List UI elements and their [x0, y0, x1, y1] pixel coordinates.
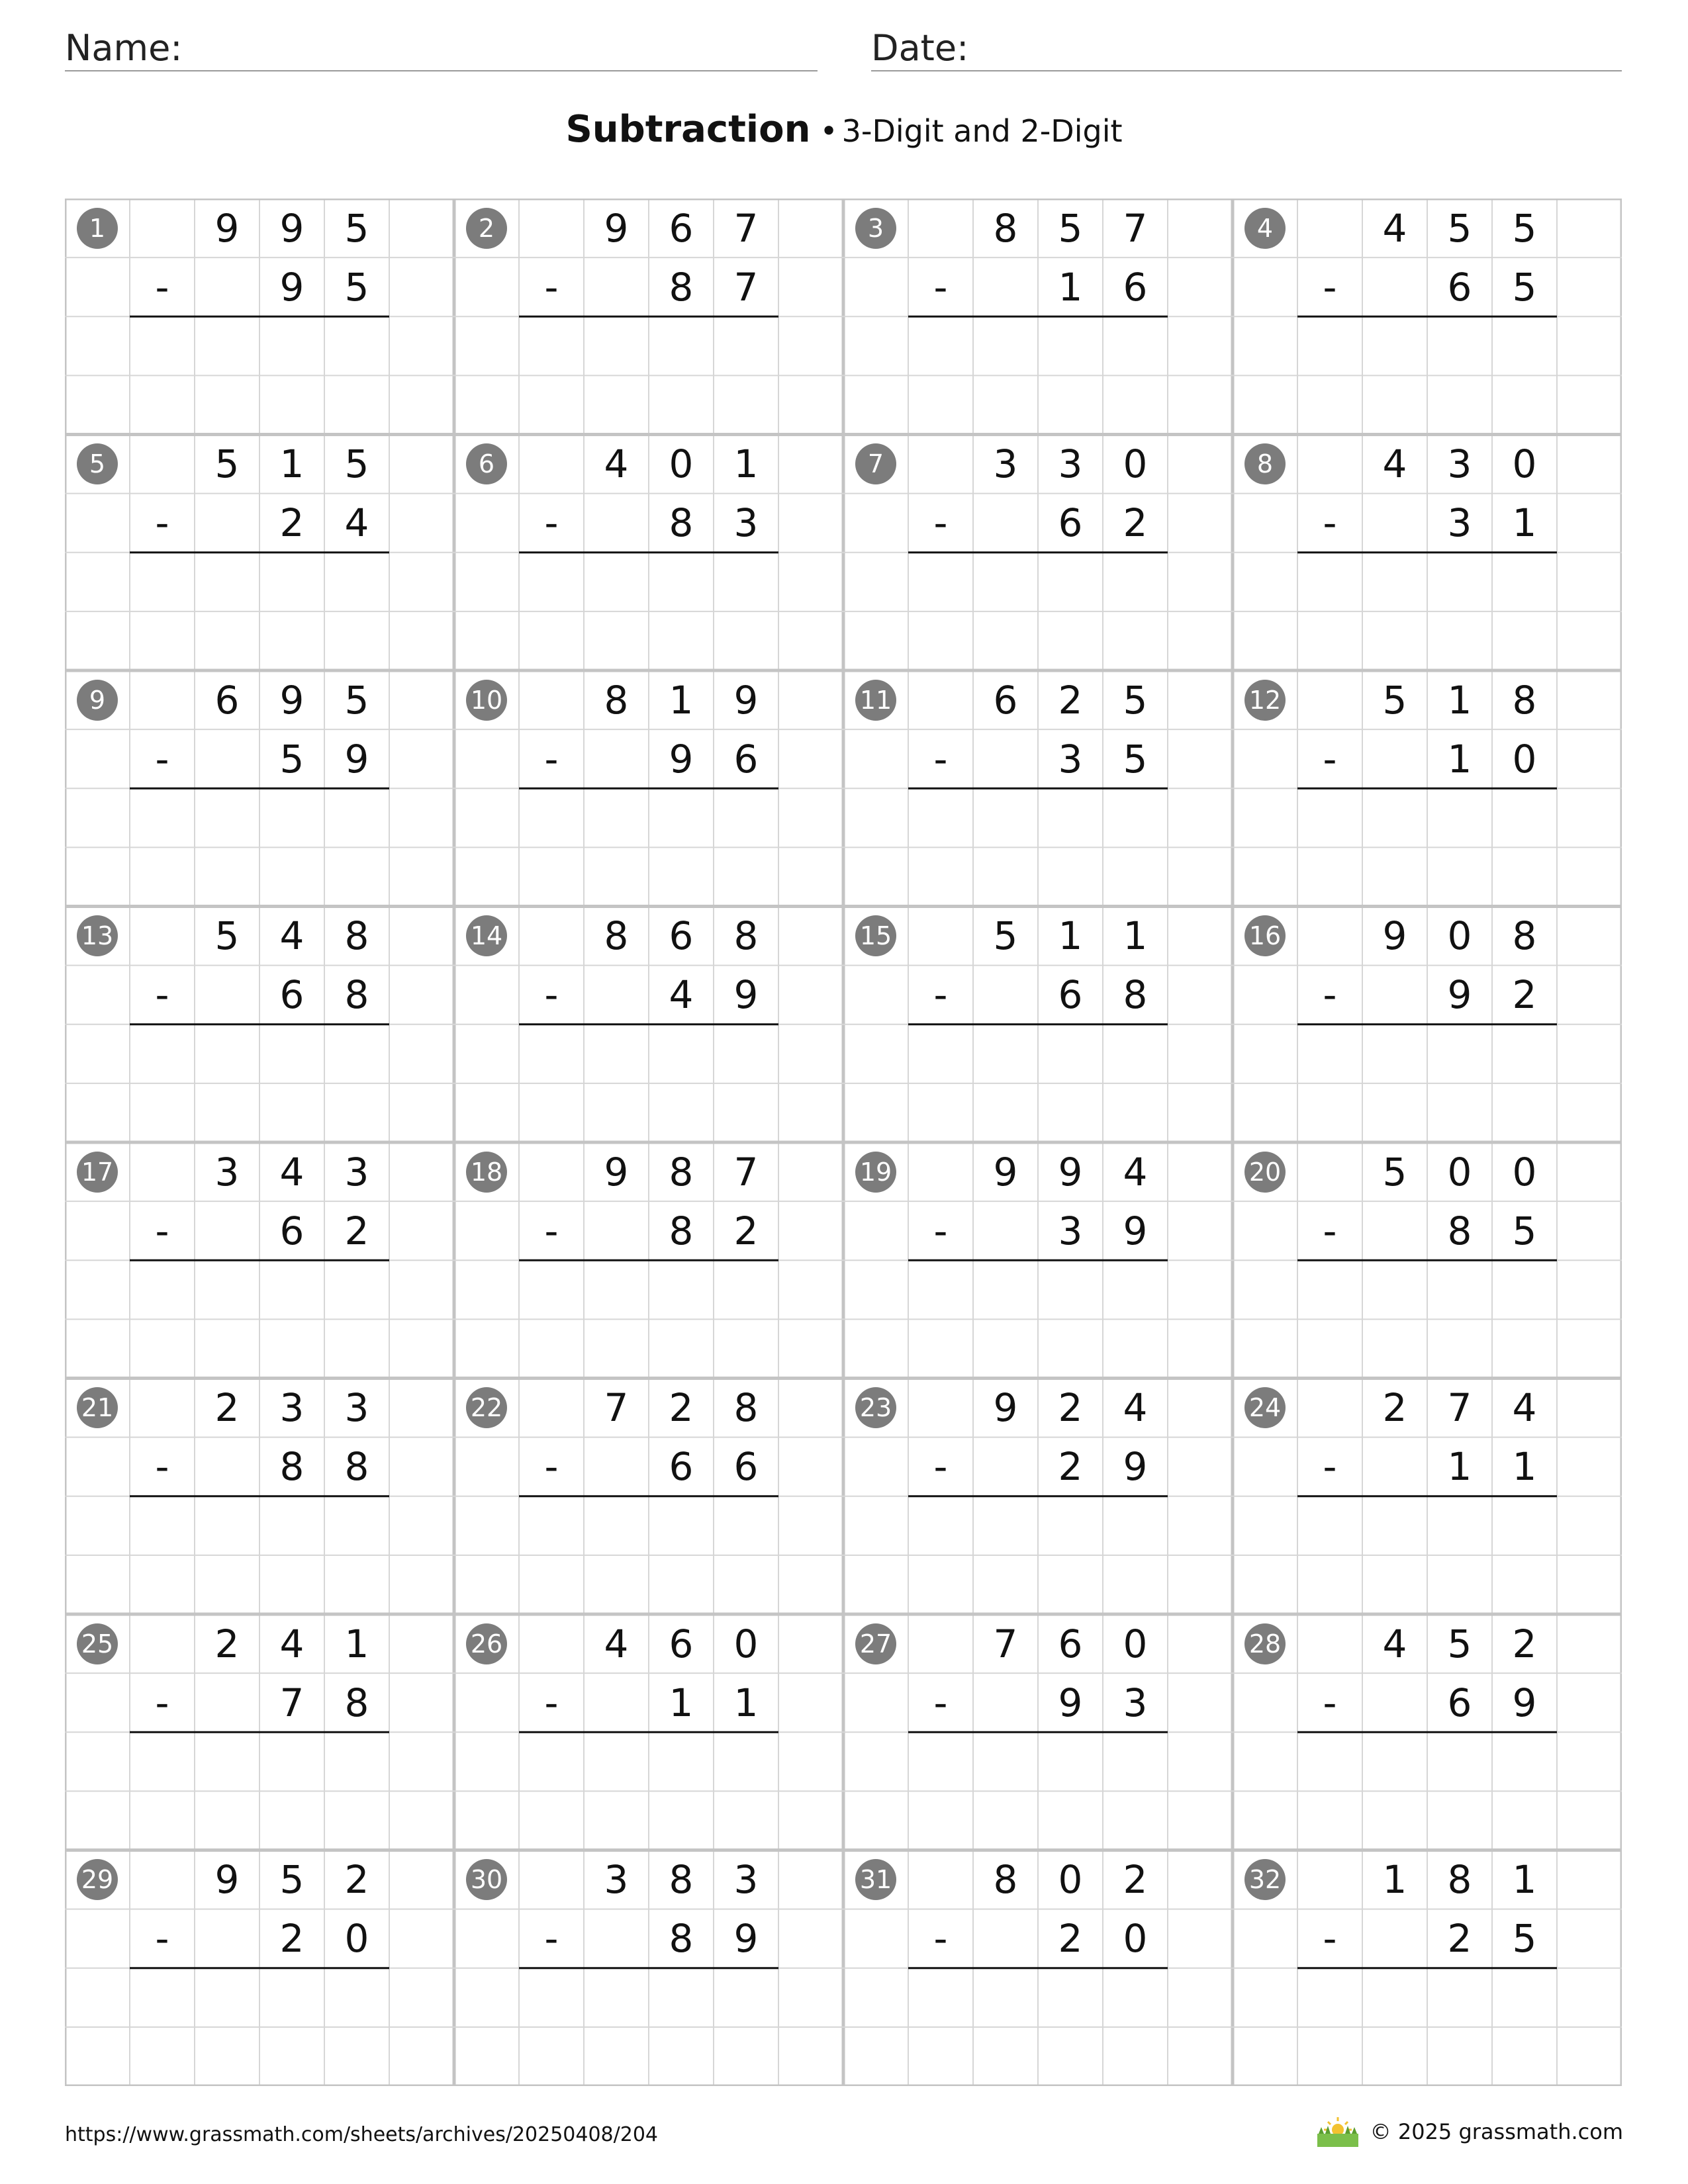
subtrahend-digit: 6	[279, 972, 305, 1018]
problem-number-badge: 16	[1244, 915, 1286, 956]
minuend-digit: 1	[1123, 913, 1148, 959]
minuend-digit: 9	[604, 1149, 629, 1195]
subtrahend-digit: 0	[1123, 1916, 1148, 1962]
problem-number-badge: 1	[77, 208, 118, 249]
subtrahend-digit: 2	[733, 1208, 759, 1253]
subtrahend-digit: 6	[1447, 264, 1472, 310]
minus-sign: -	[1323, 1680, 1337, 1725]
subtrahend-digit: 2	[1447, 1916, 1472, 1962]
minuend-digit: 0	[1123, 1621, 1148, 1666]
subtrahend-digit: 5	[344, 264, 369, 310]
subtrahend-digit: 6	[733, 1444, 759, 1490]
minus-sign: -	[544, 1916, 559, 1962]
minuend-digit: 3	[604, 1857, 629, 1903]
minus-sign: -	[933, 1680, 948, 1725]
subtrahend-digit: 3	[733, 500, 759, 546]
minuend-digit: 6	[993, 677, 1018, 723]
problem-number-badge: 4	[1244, 208, 1286, 249]
minuend-digit: 8	[669, 1857, 694, 1903]
minuend-digit: 5	[1447, 205, 1472, 251]
minuend-digit: 6	[1058, 1621, 1083, 1666]
minuend-digit: 8	[733, 1385, 759, 1431]
minuend-digit: 3	[279, 1385, 305, 1431]
subtrahend-digit: 8	[1123, 972, 1148, 1018]
minuend-digit: 9	[214, 1857, 240, 1903]
problem-number-badge: 3	[855, 208, 896, 249]
minuend-digit: 7	[733, 205, 759, 251]
minuend-digit: 3	[733, 1857, 759, 1903]
minuend-digit: 4	[279, 1149, 305, 1195]
subtrahend-digit: 6	[733, 736, 759, 782]
problem-number-badge: 29	[77, 1859, 118, 1900]
minuend-digit: 9	[733, 677, 759, 723]
subtrahend-digit: 2	[1058, 1444, 1083, 1490]
subtrahend-digit: 3	[1058, 1208, 1083, 1253]
minuend-digit: 4	[1382, 205, 1407, 251]
minuend-digit: 5	[279, 1857, 305, 1903]
subtrahend-digit: 9	[279, 264, 305, 310]
minus-sign: -	[155, 1208, 169, 1253]
problem-number-badge: 17	[77, 1152, 118, 1193]
minuend-digit: 4	[604, 441, 629, 487]
minus-sign: -	[933, 736, 948, 782]
problem-number-badge: 26	[466, 1623, 507, 1664]
minuend-digit: 8	[993, 205, 1018, 251]
minuend-digit: 4	[1382, 1621, 1407, 1666]
minuend-digit: 4	[604, 1621, 629, 1666]
minuend-digit: 3	[344, 1385, 369, 1431]
minuend-digit: 5	[344, 205, 369, 251]
subtrahend-digit: 8	[344, 1444, 369, 1490]
problem-grid	[65, 199, 1622, 2086]
minus-sign: -	[155, 500, 169, 546]
subtrahend-digit: 2	[1512, 972, 1537, 1018]
problem-number-badge: 23	[855, 1387, 896, 1428]
subtrahend-digit: 2	[1058, 1916, 1083, 1962]
minuend-digit: 7	[1123, 205, 1148, 251]
minuend-digit: 8	[1512, 913, 1537, 959]
subtrahend-digit: 7	[733, 264, 759, 310]
minuend-digit: 0	[1512, 1149, 1537, 1195]
minuend-digit: 6	[669, 205, 694, 251]
subtrahend-digit: 1	[1512, 1444, 1537, 1490]
minuend-digit: 2	[1058, 677, 1083, 723]
subtrahend-digit: 5	[1512, 1208, 1537, 1253]
minuend-digit: 7	[1447, 1385, 1472, 1431]
minuend-digit: 0	[1447, 913, 1472, 959]
minuend-digit: 2	[1512, 1621, 1537, 1666]
minuend-digit: 1	[1512, 1857, 1537, 1903]
minuend-digit: 4	[1123, 1385, 1148, 1431]
minuend-digit: 9	[1382, 913, 1407, 959]
minuend-digit: 3	[344, 1149, 369, 1195]
date-label: Date:	[871, 27, 969, 69]
minus-sign: -	[155, 972, 169, 1018]
subtrahend-digit: 3	[1058, 736, 1083, 782]
minuend-digit: 8	[1512, 677, 1537, 723]
minuend-digit: 9	[279, 205, 305, 251]
minuend-digit: 9	[1058, 1149, 1083, 1195]
minuend-digit: 7	[733, 1149, 759, 1195]
minuend-digit: 2	[1058, 1385, 1083, 1431]
problem-number-badge: 8	[1244, 443, 1286, 484]
minuend-digit: 1	[669, 677, 694, 723]
minus-sign: -	[933, 972, 948, 1018]
minus-sign: -	[933, 1208, 948, 1253]
subtrahend-digit: 9	[733, 972, 759, 1018]
minus-sign: -	[155, 264, 169, 310]
subtrahend-digit: 6	[1058, 972, 1083, 1018]
problem-number-badge: 11	[855, 680, 896, 721]
subtrahend-digit: 5	[1512, 1916, 1537, 1962]
minuend-digit: 8	[604, 677, 629, 723]
subtrahend-digit: 8	[669, 264, 694, 310]
problem-number-badge: 6	[466, 443, 507, 484]
minuend-digit: 1	[1382, 1857, 1407, 1903]
copyright-text: © 2025 grassmath.com	[1370, 2119, 1623, 2144]
problem-number-badge: 10	[466, 680, 507, 721]
minuend-digit: 9	[993, 1149, 1018, 1195]
minus-sign: -	[1323, 972, 1337, 1018]
subtrahend-digit: 4	[344, 500, 369, 546]
subtrahend-digit: 1	[669, 1680, 694, 1725]
minuend-digit: 3	[993, 441, 1018, 487]
minuend-digit: 8	[604, 913, 629, 959]
subtrahend-digit: 9	[733, 1916, 759, 1962]
minus-sign: -	[1323, 1208, 1337, 1253]
subtrahend-digit: 6	[279, 1208, 305, 1253]
minus-sign: -	[155, 736, 169, 782]
minuend-digit: 5	[1447, 1621, 1472, 1666]
minuend-digit: 4	[1382, 441, 1407, 487]
problem-number-badge: 22	[466, 1387, 507, 1428]
minuend-digit: 9	[604, 205, 629, 251]
name-field[interactable]	[65, 26, 818, 71]
minuend-digit: 8	[733, 913, 759, 959]
problem-number-badge: 9	[77, 680, 118, 721]
problem-number-badge: 27	[855, 1623, 896, 1664]
problem-number-badge: 12	[1244, 680, 1286, 721]
minus-sign: -	[544, 1680, 559, 1725]
minuend-digit: 0	[1058, 1857, 1083, 1903]
subtrahend-digit: 6	[1058, 500, 1083, 546]
problem-number-badge: 21	[77, 1387, 118, 1428]
subtrahend-digit: 6	[669, 1444, 694, 1490]
minuend-digit: 3	[1058, 441, 1083, 487]
subtrahend-digit: 0	[344, 1916, 369, 1962]
minus-sign: -	[1323, 1916, 1337, 1962]
problem-number-badge: 13	[77, 915, 118, 956]
problem-number-badge: 24	[1244, 1387, 1286, 1428]
minus-sign: -	[544, 500, 559, 546]
minuend-digit: 7	[993, 1621, 1018, 1666]
minus-sign: -	[544, 736, 559, 782]
date-field[interactable]	[871, 26, 1622, 71]
minuend-digit: 1	[733, 441, 759, 487]
subtrahend-digit: 9	[1447, 972, 1472, 1018]
minuend-digit: 5	[1382, 1149, 1407, 1195]
subtrahend-digit: 9	[1123, 1208, 1148, 1253]
subtrahend-digit: 2	[279, 500, 305, 546]
minuend-digit: 6	[669, 913, 694, 959]
minus-sign: -	[155, 1916, 169, 1962]
subtrahend-digit: 2	[1123, 500, 1148, 546]
subtrahend-digit: 5	[1123, 736, 1148, 782]
minuend-digit: 2	[1382, 1385, 1407, 1431]
minuend-digit: 5	[1058, 205, 1083, 251]
minuend-digit: 3	[1447, 441, 1472, 487]
minuend-digit: 6	[669, 1621, 694, 1666]
subtrahend-digit: 9	[1123, 1444, 1148, 1490]
minuend-digit: 8	[669, 1149, 694, 1195]
problem-number-badge: 32	[1244, 1859, 1286, 1900]
subtrahend-digit: 1	[733, 1680, 759, 1725]
footer-brand	[1315, 2115, 1623, 2148]
title-main: Subtraction	[565, 108, 811, 151]
minus-sign: -	[933, 1444, 948, 1490]
problem-number-badge: 28	[1244, 1623, 1286, 1664]
minuend-digit: 6	[214, 677, 240, 723]
subtrahend-digit: 1	[1058, 264, 1083, 310]
minus-sign: -	[1323, 500, 1337, 546]
minuend-digit: 5	[993, 913, 1018, 959]
subtrahend-digit: 3	[1123, 1680, 1148, 1725]
problem-number-badge: 7	[855, 443, 896, 484]
minus-sign: -	[933, 500, 948, 546]
minuend-digit: 5	[1382, 677, 1407, 723]
minuend-digit: 4	[1512, 1385, 1537, 1431]
minuend-digit: 8	[1447, 1857, 1472, 1903]
subtrahend-digit: 0	[1512, 736, 1537, 782]
minuend-digit: 7	[604, 1385, 629, 1431]
minuend-digit: 1	[279, 441, 305, 487]
minuend-digit: 2	[669, 1385, 694, 1431]
minuend-digit: 3	[214, 1149, 240, 1195]
subtrahend-digit: 8	[344, 972, 369, 1018]
minuend-digit: 4	[279, 913, 305, 959]
minuend-digit: 0	[1447, 1149, 1472, 1195]
minuend-digit: 5	[344, 441, 369, 487]
minuend-digit: 0	[1123, 441, 1148, 487]
subtrahend-digit: 2	[279, 1916, 305, 1962]
minus-sign: -	[933, 264, 948, 310]
subtrahend-digit: 5	[1512, 264, 1537, 310]
minuend-digit: 9	[279, 677, 305, 723]
subtrahend-digit: 2	[344, 1208, 369, 1253]
minuend-digit: 8	[344, 913, 369, 959]
minus-sign: -	[1323, 1444, 1337, 1490]
subtrahend-digit: 1	[1447, 1444, 1472, 1490]
subtrahend-digit: 9	[1512, 1680, 1537, 1725]
problem-number-badge: 20	[1244, 1152, 1286, 1193]
minuend-digit: 5	[1512, 205, 1537, 251]
minuend-digit: 5	[1123, 677, 1148, 723]
minuend-digit: 1	[344, 1621, 369, 1666]
name-label: Name:	[65, 27, 183, 69]
subtrahend-digit: 4	[669, 972, 694, 1018]
minuend-digit: 5	[344, 677, 369, 723]
subtrahend-digit: 9	[669, 736, 694, 782]
minuend-digit: 9	[214, 205, 240, 251]
minuend-digit: 4	[1123, 1149, 1148, 1195]
sun-over-grass-icon	[1315, 2115, 1361, 2148]
problem-number-badge: 31	[855, 1859, 896, 1900]
minuend-digit: 2	[1123, 1857, 1148, 1903]
minus-sign: -	[544, 972, 559, 1018]
minuend-digit: 4	[279, 1621, 305, 1666]
minuend-digit: 0	[733, 1621, 759, 1666]
subtrahend-digit: 8	[279, 1444, 305, 1490]
minuend-digit: 9	[993, 1385, 1018, 1431]
problem-number-badge: 30	[466, 1859, 507, 1900]
title-separator: •	[820, 113, 838, 149]
minus-sign: -	[155, 1680, 169, 1725]
worksheet-title	[0, 103, 1688, 165]
minuend-digit: 2	[344, 1857, 369, 1903]
minus-sign: -	[933, 1916, 948, 1962]
minuend-digit: 0	[669, 441, 694, 487]
subtrahend-digit: 6	[1123, 264, 1148, 310]
minus-sign: -	[1323, 736, 1337, 782]
subtrahend-digit: 8	[669, 1916, 694, 1962]
problem-number-badge: 14	[466, 915, 507, 956]
problem-number-badge: 25	[77, 1623, 118, 1664]
footer-url[interactable]: https://www.grassmath.com/sheets/archives/20250408/204	[65, 2123, 659, 2146]
minus-sign: -	[544, 1444, 559, 1490]
problem-number-badge: 5	[77, 443, 118, 484]
subtrahend-digit: 7	[279, 1680, 305, 1725]
problem-number-badge: 18	[466, 1152, 507, 1193]
minuend-digit: 0	[1512, 441, 1537, 487]
subtrahend-digit: 8	[344, 1680, 369, 1725]
minus-sign: -	[544, 1208, 559, 1253]
minuend-digit: 5	[214, 913, 240, 959]
subtrahend-digit: 1	[1447, 736, 1472, 782]
minuend-digit: 8	[993, 1857, 1018, 1903]
subtrahend-digit: 5	[279, 736, 305, 782]
subtrahend-digit: 9	[1058, 1680, 1083, 1725]
minuend-digit: 1	[1447, 677, 1472, 723]
problem-number-badge: 19	[855, 1152, 896, 1193]
title-subtitle: 3-Digit and 2-Digit	[841, 113, 1123, 149]
minuend-digit: 1	[1058, 913, 1083, 959]
subtrahend-digit: 1	[1512, 500, 1537, 546]
subtrahend-digit: 3	[1447, 500, 1472, 546]
problem-number-badge: 2	[466, 208, 507, 249]
minus-sign: -	[155, 1444, 169, 1490]
minuend-digit: 2	[214, 1621, 240, 1666]
minus-sign: -	[544, 264, 559, 310]
minus-sign: -	[1323, 264, 1337, 310]
minuend-digit: 2	[214, 1385, 240, 1431]
subtrahend-digit: 6	[1447, 1680, 1472, 1725]
problem-number-badge: 15	[855, 915, 896, 956]
minuend-digit: 5	[214, 441, 240, 487]
subtrahend-digit: 8	[1447, 1208, 1472, 1253]
subtrahend-digit: 8	[669, 500, 694, 546]
subtrahend-digit: 8	[669, 1208, 694, 1253]
subtrahend-digit: 9	[344, 736, 369, 782]
